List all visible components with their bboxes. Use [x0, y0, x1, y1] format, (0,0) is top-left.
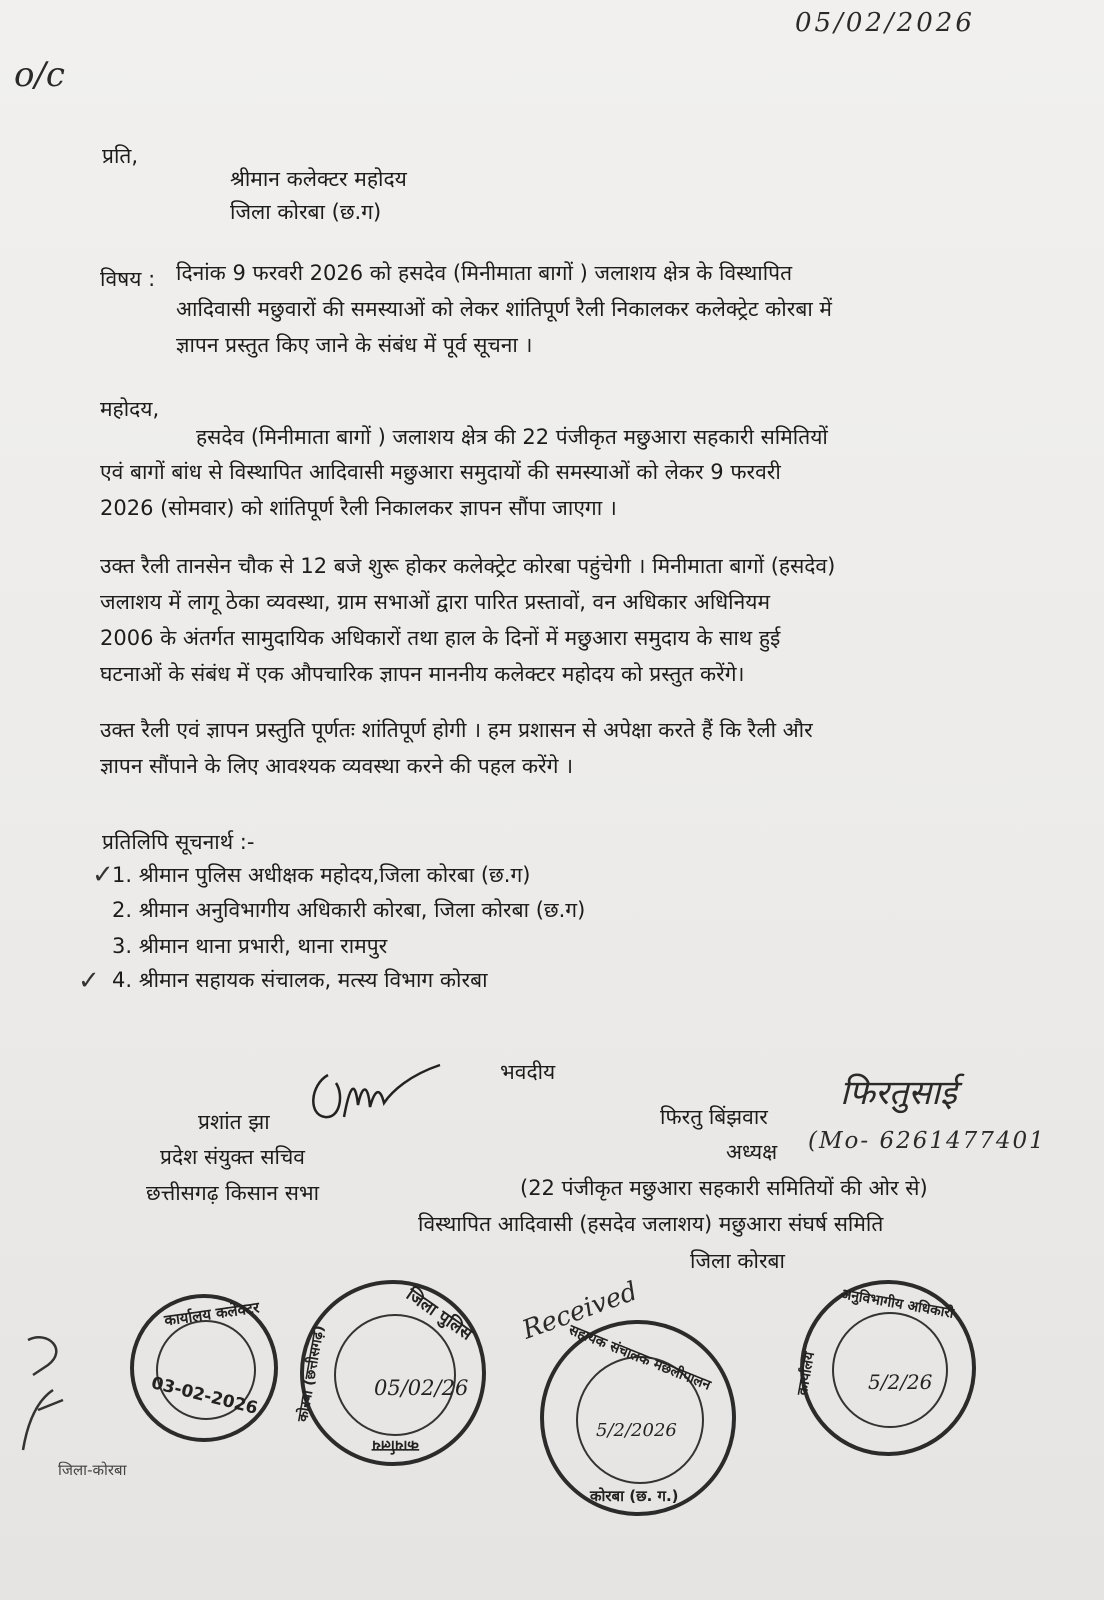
police-stamp-date: 05/02/26	[374, 1376, 469, 1400]
signature-right: फिरतुसाई	[840, 1073, 957, 1113]
fisheries-stamp-top: सहायक संचालक मछलीपालन	[566, 1322, 713, 1394]
signatory-right-name: फिरतु बिंझवार	[660, 1105, 768, 1129]
signatory-right-organization: विस्थापित आदिवासी (हसदेव जलाशय) मछुआरा संघर्ष समिति	[418, 1212, 884, 1236]
recipient-line1: श्रीमान कलेक्टर महोदय	[230, 167, 407, 191]
handwritten-mobile: (Mo- 6261477401	[808, 1128, 1046, 1154]
paragraph-2	[100, 548, 835, 692]
check-mark-icon: ✓	[78, 966, 100, 996]
para3-line: ज्ञापन सौंपाने के लिए आवश्यक व्यवस्था करने की पहल करेंगे ।	[100, 754, 574, 778]
sdo-stamp-top: अनुविभागीय अधिकारी	[839, 1286, 955, 1322]
para1-line: हसदेव (मिनीमाता बागों ) जलाशय क्षेत्र की 22 पंजीकृत मछुआरा सहकारी समितियों	[196, 425, 828, 449]
para2-line: 2006 के अंतर्गत सामुदायिक अधिकारों तथा हाल के दिनों में मछुआरा समुदाय के साथ हुई	[100, 626, 781, 650]
sdo-stamp-date: 5/2/26	[868, 1370, 933, 1394]
signatory-right-district: जिला कोरबा	[690, 1249, 785, 1273]
para2-line: जलाशय में लागू ठेका व्यवस्था, ग्राम सभाओं द्वारा पारित प्रस्तावों, वन अधिकार अधिनियम	[100, 590, 771, 614]
fisheries-stamp-date: 5/2/2026	[596, 1420, 677, 1441]
subject-line: आदिवासी मछुवारों की समस्याओं को लेकर शांतिपूर्ण रैली निकालकर कलेक्ट्रेट कोरबा में	[176, 297, 832, 321]
copy-heading: प्रतिलिपि सूचनार्थ :-	[102, 830, 255, 854]
greeting: महोदय,	[100, 397, 160, 421]
fisheries-stamp-bottom: कोरबा (छ. ग.)	[590, 1487, 679, 1505]
para1-line: 2026 (सोमवार) को शांतिपूर्ण रैली निकालकर ज्ञापन सौंपा जाएगा ।	[100, 496, 617, 520]
subject-line: ज्ञापन प्रस्तुत किए जाने के संबंध में पूर्व सूचना ।	[176, 333, 533, 357]
police-office-stamp	[295, 1280, 486, 1466]
subject-label: विषय :	[100, 267, 156, 291]
sdo-stamp-side: कार्यालय	[794, 1350, 819, 1397]
salutation-to: प्रति,	[102, 144, 139, 168]
oc-mark: o/c	[14, 55, 65, 95]
fisheries-office-stamp	[540, 1320, 736, 1516]
para2-line: उक्त रैली तानसेन चौक से 12 बजे शुरू होकर कलेक्ट्रेट कोरबा पहुंचेगी । मिनीमाता बागों (हसदेव)	[100, 554, 836, 578]
signatory-left-name: प्रशांत झा	[198, 1110, 270, 1134]
subject-line: दिनांक 9 फरवरी 2026 को हसदेव (मिनीमाता बागों ) जलाशय क्षेत्र के विस्थापित	[176, 261, 793, 285]
handwritten-date: 05/02/2026	[795, 8, 975, 38]
signatory-right-on-behalf: (22 पंजीकृत मछुआरा सहकारी समितियों की ओर से)	[520, 1176, 928, 1200]
sdo-office-stamp	[794, 1280, 976, 1456]
para1-line: एवं बागों बांध से विस्थापित आदिवासी मछुआरा समुदायों की समस्याओं को लेकर 9 फरवरी	[100, 460, 781, 484]
signatory-left-organization: छत्तीसगढ़ किसान सभा	[146, 1181, 320, 1205]
collector-stamp-side: जिला-कोरबा	[58, 1461, 127, 1479]
signatory-right-designation: अध्यक्ष	[726, 1140, 778, 1164]
copy-item: 1. श्रीमान पुलिस अधीक्षक महोदय,जिला कोरबा (छ.ग)	[112, 863, 531, 887]
police-stamp-top: जिला पुलिस	[402, 1284, 476, 1345]
collector-stamp-title: कार्यालय कलेक्टर	[163, 1298, 261, 1330]
para3-line: उक्त रैली एवं ज्ञापन प्रस्तुति पूर्णतः शांतिपूर्ण होगी । हम प्रशासन से अपेक्षा करते हैं कि रैली और	[100, 718, 813, 742]
collector-stamp-date: 03-02-2026	[149, 1373, 260, 1419]
recipient-line2: जिला कोरबा (छ.ग)	[230, 200, 382, 224]
paragraph-3	[100, 712, 813, 784]
initials-left-icon	[8, 1330, 88, 1470]
copy-item: 2. श्रीमान अनुविभागीय अधिकारी कोरबा, जिला कोरबा (छ.ग)	[112, 898, 586, 922]
copy-item: 4. श्रीमान सहायक संचालक, मत्स्य विभाग कोरबा	[112, 968, 488, 992]
signatory-left-designation: प्रदेश संयुक्त सचिव	[160, 1145, 305, 1169]
received-note: Received	[518, 1276, 642, 1346]
closing: भवदीय	[500, 1060, 556, 1084]
copy-item: 3. श्रीमान थाना प्रभारी, थाना रामपुर	[112, 934, 388, 958]
signature-left-icon	[300, 1055, 450, 1135]
para2-line: घटनाओं के संबंध में एक औपचारिक ज्ञापन माननीय कलेक्टर महोदय को प्रस्तुत करेंगे।	[100, 662, 745, 686]
police-stamp-side: कोरबा (छत्तीसगढ़)	[295, 1324, 328, 1424]
subject-text	[176, 255, 832, 363]
check-mark-icon: ✓	[92, 860, 114, 890]
police-stamp-bottom: कार्यालय	[372, 1437, 419, 1455]
collector-office-stamp	[130, 1294, 278, 1442]
